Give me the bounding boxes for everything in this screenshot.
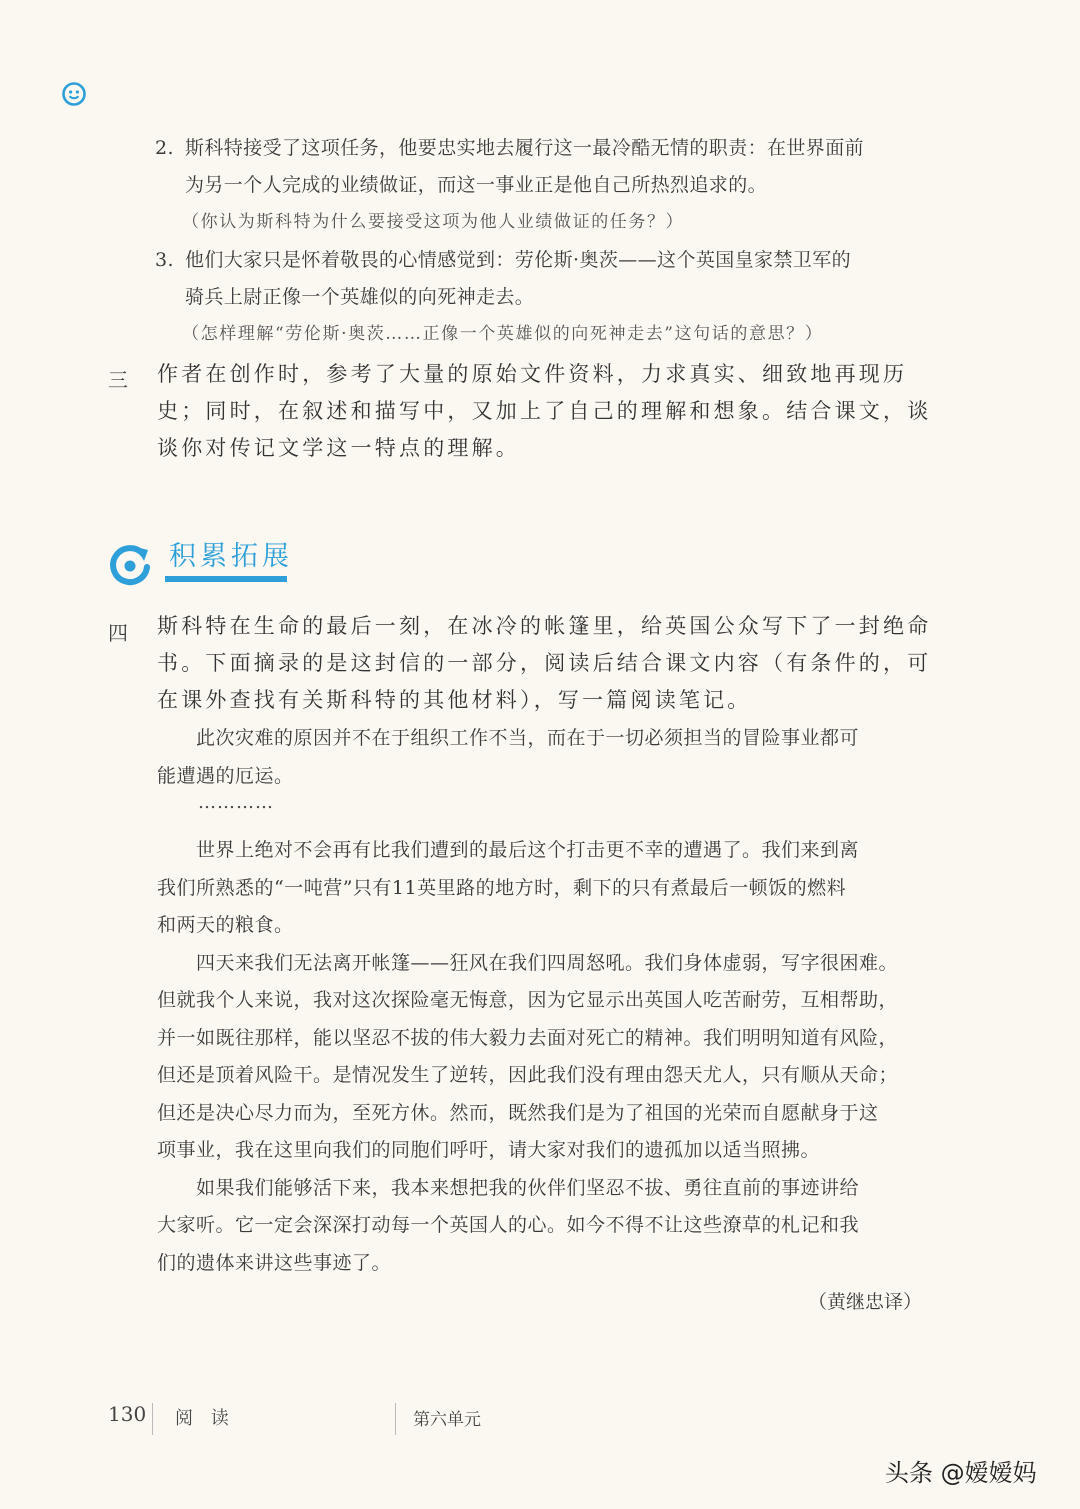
- question-text-line: 骑兵上尉正像一个英雄似的向死神走去。: [185, 286, 535, 308]
- footer-section-label: 阅 读: [175, 1408, 235, 1429]
- letter-line: 并一如既往那样，能以坚忍不拔的伟大毅力去面对死亡的精神。我们明明知道有风险，: [157, 1026, 899, 1049]
- question-text-line: 为另一个人完成的业绩做证，而这一事业正是他自己所热烈追求的。: [185, 174, 768, 196]
- section-three-text: [157, 356, 932, 467]
- section-four-line: 在课外查找有关斯科特的其他材料），写一篇阅读笔记。: [157, 688, 752, 712]
- letter-line: 项事业，我在这里向我们的同胞们呼吁，请大家对我们的遗孤加以适当照拂。: [157, 1139, 821, 1161]
- question-2: [155, 130, 925, 241]
- footer-unit-label: 第六单元: [413, 1410, 481, 1430]
- letter-line: 大家听。它一定会深深打动每一个英国人的心。如今不得不让这些潦草的札记和我: [157, 1214, 860, 1236]
- section-four-line: 斯科特在生命的最后一刻，在冰冷的帐篷里，给英国公众写下了一封绝命: [157, 614, 932, 638]
- extension-heading-title: 积累拓展: [169, 541, 293, 572]
- footer-divider: [395, 1403, 396, 1435]
- section-four-text: [157, 608, 932, 719]
- letter-line: 我们所熟悉的“一吨营”只有11英里路的地方时，剩下的只有煮最后一顿饭的燃料: [157, 876, 847, 899]
- letter-line: 们的遗体来讲这些事迹了。: [157, 1251, 392, 1274]
- letter-line: 此次灾难的原因并不在于组织工作不当，而在于一切必须担当的冒险事业都可: [157, 727, 860, 749]
- letter-excerpt-1: [157, 720, 922, 795]
- letter-line: 世界上绝对不会再有比我们遭到的最后这个打击更不幸的遭遇了。我们来到离: [157, 839, 860, 861]
- section-four-mark: 四: [108, 621, 128, 645]
- section-three-line: 史；同时，在叙述和描写中，又加上了自己的理解和想象。结合课文，谈: [157, 399, 932, 423]
- letter-line: 但还是决心尽力而为，至死方休。然而，既然我们是为了祖国的光荣而自愿献身于这: [157, 1101, 879, 1124]
- question-number: 3.: [155, 249, 174, 271]
- question-text-line: 斯科特接受了这项任务，他要忠实地去履行这一最冷酷无情的职责：在世界面前: [185, 137, 865, 159]
- page-number: 130: [108, 1402, 147, 1426]
- question-hint: （怎样理解“劳伦斯·奥茨……正像一个英雄似的向死神走去”这句话的意思？）: [182, 324, 824, 344]
- question-hint: （你认为斯科特为什么要接受这项为他人业绩做证的任务？）: [182, 212, 685, 232]
- letter-excerpt-2: [157, 832, 922, 1282]
- refresh-arrow-icon: [106, 540, 154, 588]
- letter-line: 四天来我们无法离开帐篷——狂风在我们四周怒吼。我们身体虚弱，写字很困难。: [157, 951, 899, 974]
- question-number: 2.: [155, 137, 174, 159]
- letter-line: 但还是顶着风险干。是情况发生了逆转，因此我们没有理由怨天尤人，只有顺从天命；: [157, 1064, 899, 1086]
- letter-line: 但就我个人来说，我对这次探险毫无悔意，因为它显示出英国人吃苦耐劳，互相帮助，: [157, 989, 899, 1011]
- smiley-icon: [62, 82, 86, 106]
- question-3: [155, 242, 925, 353]
- translator-credit: （黄继忠译）: [807, 1291, 922, 1313]
- watermark: 头条 @嫒嫒妈: [885, 1459, 1037, 1487]
- section-four-line: 书。下面摘录的是这封信的一部分，阅读后结合课文内容（有条件的，可: [157, 651, 932, 675]
- question-text-line: 他们大家只是怀着敬畏的心情感觉到：劳伦斯·奥茨——这个英国皇家禁卫军的: [185, 249, 852, 271]
- section-three-line: 谈你对传记文学这一特点的理解。: [157, 436, 520, 460]
- section-three-line: 作者在创作时，参考了大量的原始文件资料，力求真实、细致地再现历: [157, 362, 908, 386]
- letter-line: 能遭遇的厄运。: [157, 764, 294, 787]
- ellipsis: …………: [198, 792, 274, 813]
- letter-line: 如果我们能够活下来，我本来想把我的伙伴们坚忍不拔、勇往直前的事迹讲给: [157, 1176, 860, 1199]
- section-three-mark: 三: [108, 368, 128, 392]
- letter-line: 和两天的粮食。: [157, 914, 294, 936]
- heading-underline: [165, 576, 287, 582]
- footer-divider: [152, 1403, 153, 1435]
